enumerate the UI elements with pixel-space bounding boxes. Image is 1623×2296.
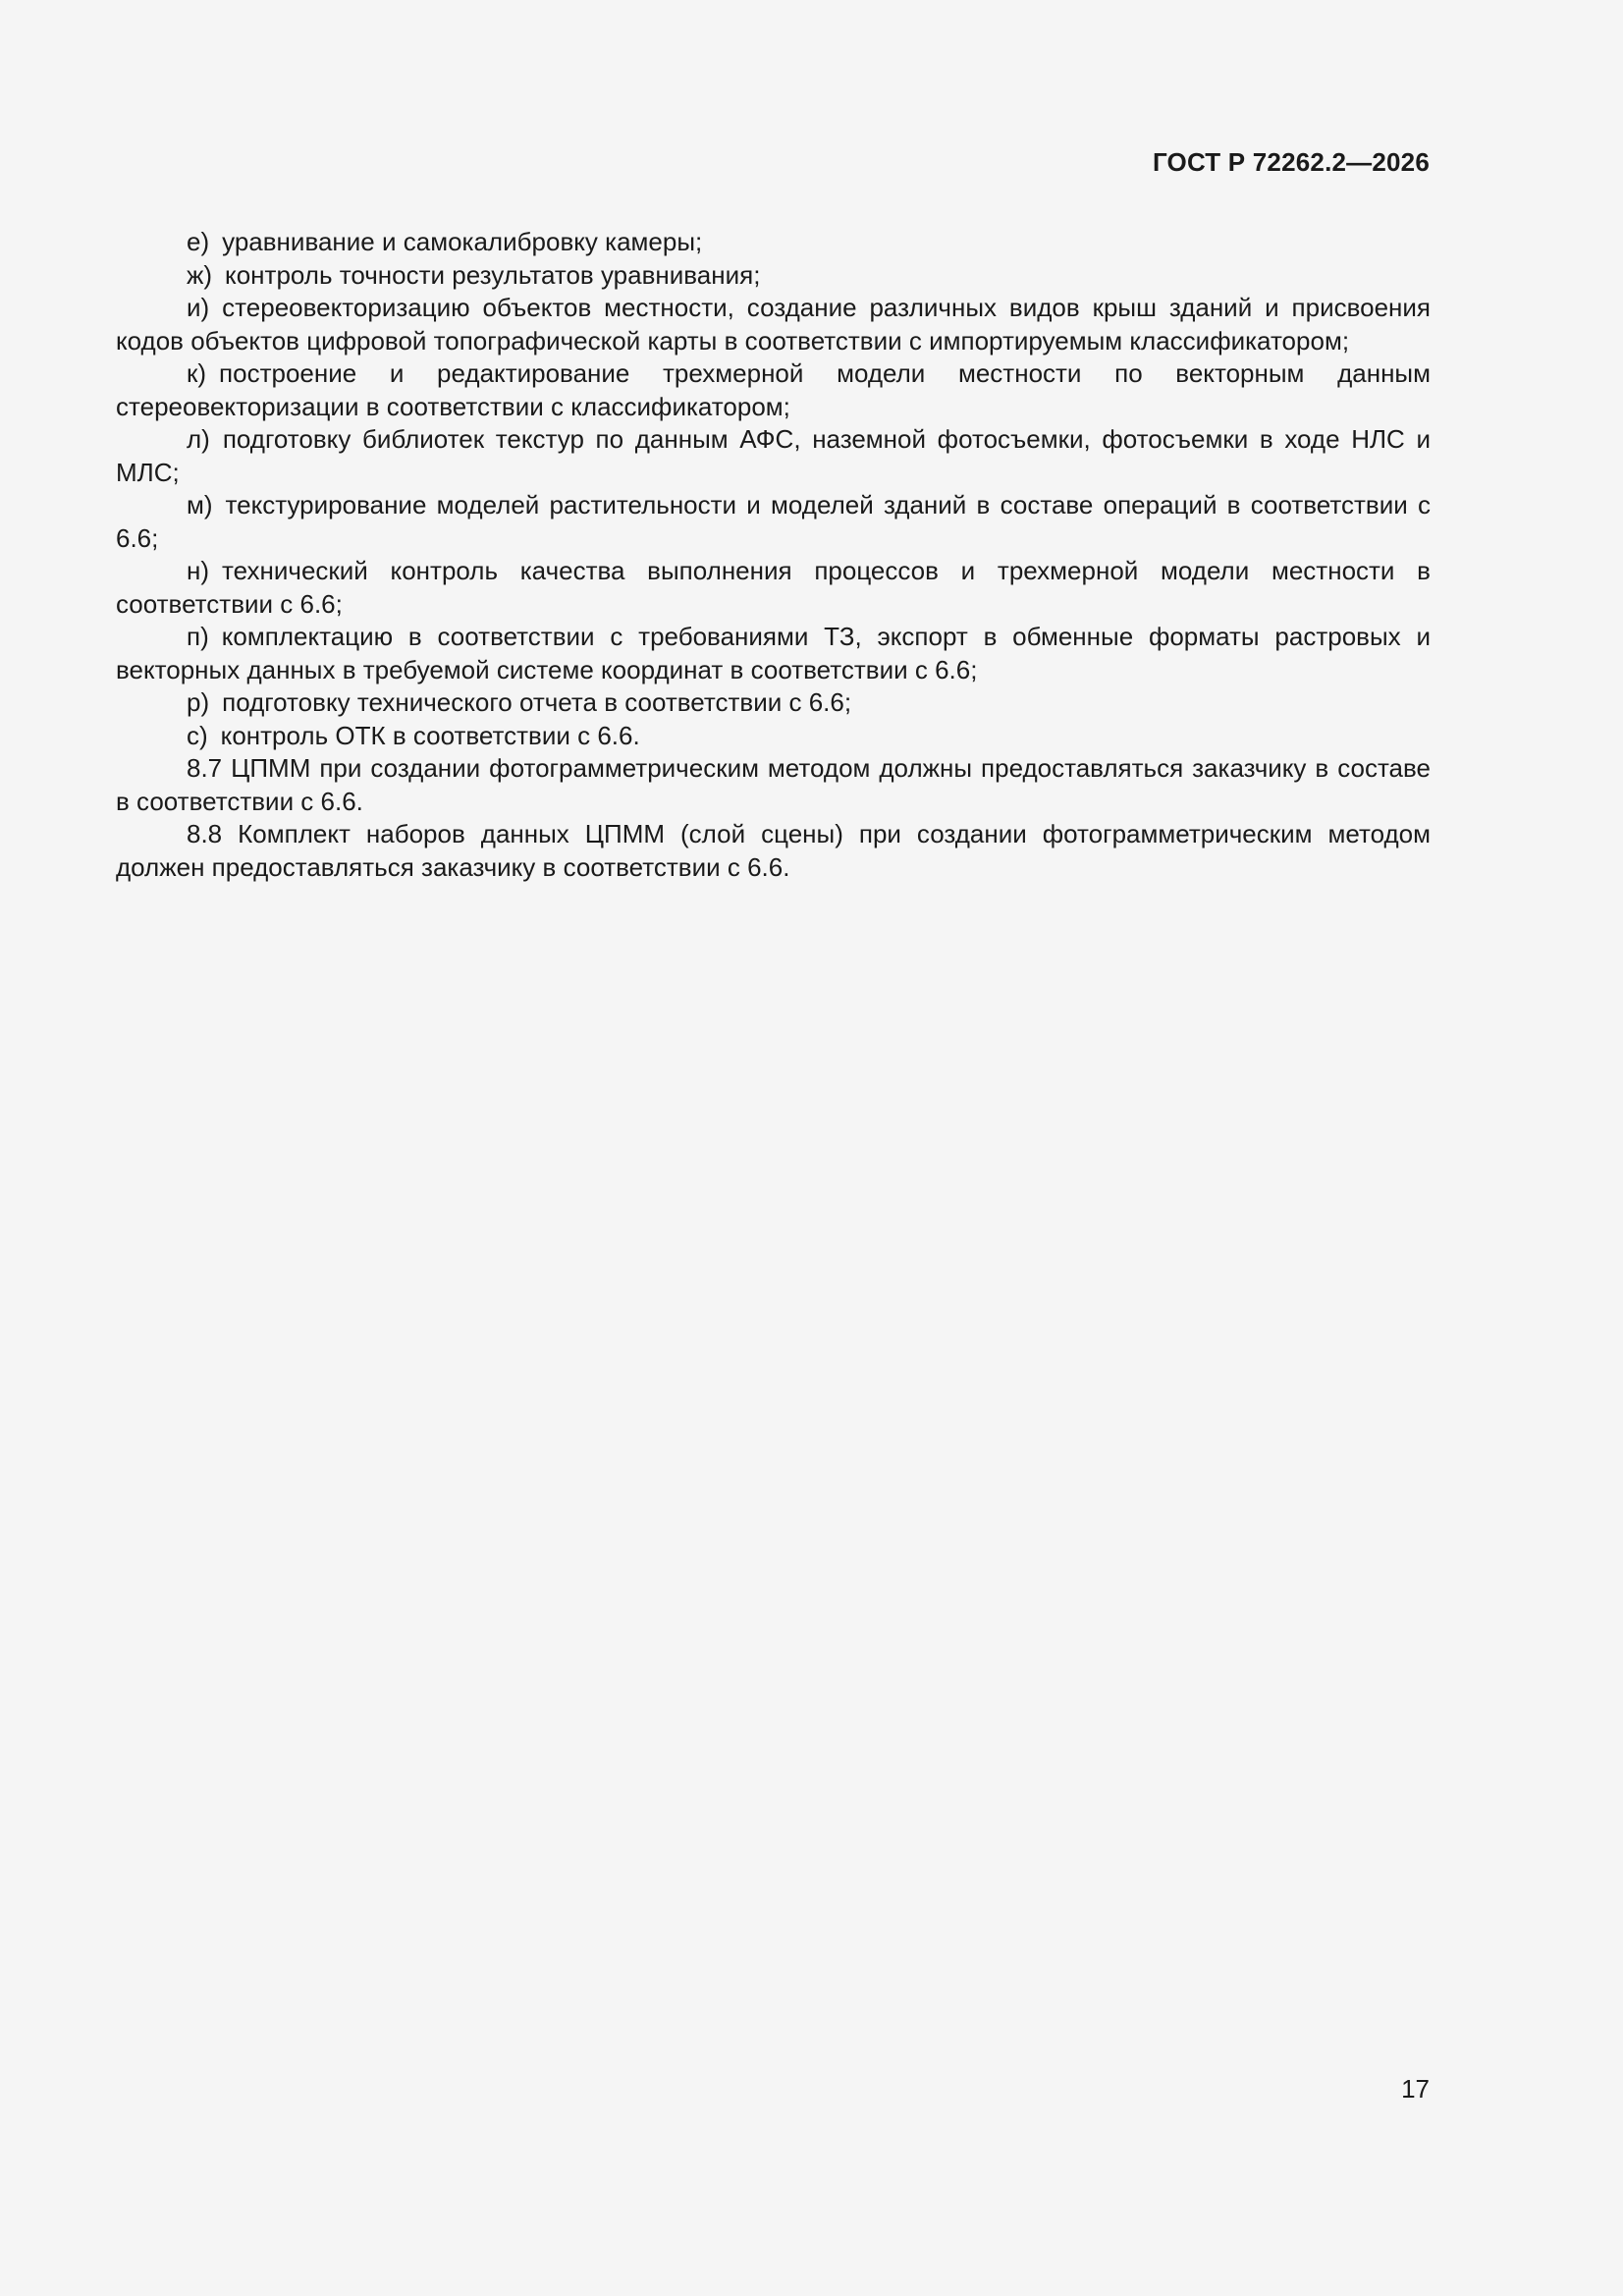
list-item-m: м) текстурирование моделей растительности и моделей зданий в составе операций в соответствии с 6.6; — [116, 490, 1431, 553]
list-item-l: л) подготовку библиотек текстур по данным АФС, наземной фотосъемки, фотосъемки в ходе НЛС и МЛС; — [116, 424, 1431, 487]
list-item-i: и) стереовекторизацию объектов местности, создание различных видов крыш зданий и присвоения кодов объектов цифровой топографической карты в соответствии с импортируемым классификатором; — [116, 293, 1431, 355]
list-item-zh: ж) контроль точности результатов уравнивания; — [187, 259, 761, 290]
list-item-n: н) технический контроль качества выполнения процессов и трехмерной модели местности в соответствии с 6.6; — [116, 556, 1431, 619]
list-item-s: с) контроль ОТК в соответствии с 6.6. — [187, 720, 640, 750]
document-code-header: ГОСТ Р 72262.2—2026 — [1152, 147, 1430, 177]
clause-8-7: 8.7 ЦПММ при создании фотограмметрическим методом должны предоставляться заказчику в составе в соответствии с 6.6. — [116, 753, 1431, 816]
document-body — [116, 226, 1431, 884]
page-number: 17 — [1401, 2074, 1430, 2104]
list-item-r: р) подготовку технического отчета в соответствии с 6.6; — [187, 687, 852, 717]
list-item-p: п) комплектацию в соответствии с требованиями ТЗ, экспорт в обменные форматы растровых и векторных данных в требуемой системе координат в соответствии с 6.6; — [116, 622, 1431, 684]
list-item-e: е) уравнивание и самокалибровку камеры; — [187, 227, 703, 256]
list-item-k: к) построение и редактирование трехмерной модели местности по векторным данным стереовекторизации в соответствии с классификатором; — [116, 358, 1431, 421]
clause-8-8: 8.8 Комплект наборов данных ЦПММ (слой сцены) при создании фотограмметрическим методом должен предоставляться заказчику в соответствии с 6.6. — [116, 819, 1431, 882]
